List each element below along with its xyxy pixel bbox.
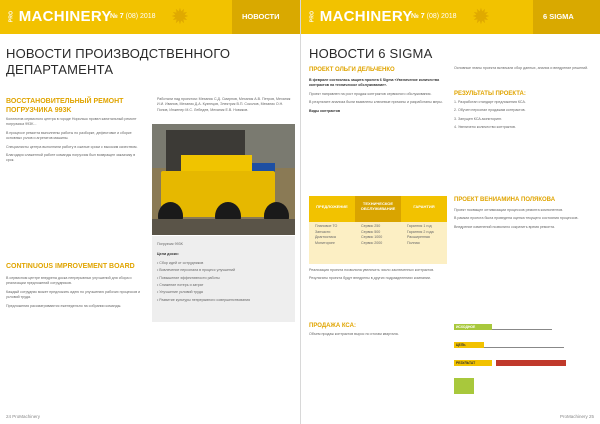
ci-para-2: Каждый сотрудник может предложить идею по улучшению рабочих процессов и условий труда.	[6, 289, 141, 300]
subhead-results: РЕЗУЛЬТАТЫ ПРОЕКТА:	[454, 91, 526, 97]
list-item: • Развитие культуры непрерывного совершенствования	[157, 297, 251, 302]
project-1-text	[309, 78, 447, 188]
magazine-logo	[6, 8, 112, 25]
subhead-ci-board: CONTINUOUS IMPROVEMENT BOARD	[6, 263, 135, 270]
diagram-box-goal: ЦЕЛЬ	[454, 342, 484, 348]
issue-number	[411, 13, 457, 20]
list-item: • Повышение эффективности работы	[157, 275, 220, 280]
logo-prefix: PRO	[309, 10, 316, 23]
subhead-sales: ПРОДАЖА КСА:	[309, 323, 356, 329]
table-cell: Полная	[407, 240, 420, 245]
photo-names-caption: Работали над проектом: Механик С.Д. Смирнов, Механик А.В. Петров, Механик И.И. Иванов, Механик Д.А. Кузнецов, Электрик В.П. Соколов, Механик О.Н. Попов, Инженер М.С. Лебедев, Механик Е.В. Новиков.	[157, 97, 291, 112]
section-label: 6 SIGMA	[533, 0, 600, 34]
list-item-text: Сбор идей от сотрудников	[159, 260, 204, 265]
diagram-bar	[496, 360, 566, 366]
diagram-connector	[492, 329, 552, 330]
list-box	[152, 236, 295, 322]
project-2-para-3: Внедрение изменений позволило сократить время ремонта.	[454, 224, 555, 229]
ci-para-3: Предложения рассматриваются еженедельно на собрании команды.	[6, 303, 122, 308]
project-1-stages: Основные этапы проекта включали сбор данных, анализ и внедрение решений.	[454, 66, 589, 70]
repair-intro: Коллектив сервисного центра в городе Норильск провел капитальный ремонт погрузчика 993K...	[6, 117, 137, 127]
table-header-2: ТЕХНИЧЕСКОЕ ОБСЛУЖИВАНИЕ	[355, 196, 401, 222]
table-cell: Расширенная	[407, 235, 430, 240]
logo-text: MACHINERY	[319, 8, 413, 25]
result-item: 1. Разработан стандарт предложения КСА.	[454, 100, 526, 104]
subhead-repair-line-1: ВОССТАНОВИТЕЛЬНЫЙ РЕМОНТ	[6, 98, 124, 105]
project-2-para-2: В рамках проекта была проведена оценка текущего состояния процессов.	[454, 216, 579, 221]
diagram-box-result: РЕЗУЛЬТАТ	[454, 360, 492, 366]
list-item: • Вовлечение персонала в процесс улучшений	[157, 268, 236, 273]
process-diagram	[454, 320, 594, 412]
table-column-1	[315, 224, 353, 246]
project-1-para-1: Проект направлен на рост продаж контрактов сервисного обслуживания.	[309, 91, 432, 96]
table-cell: Сервис 2000	[361, 240, 383, 245]
right-page	[300, 0, 600, 424]
sales-para: Объем продаж контрактов вырос по итогам квартала.	[309, 332, 399, 336]
list-item-text: Вовлечение персонала в процесс улучшений	[159, 268, 236, 273]
list-box-content	[157, 242, 290, 305]
sun-decoration-icon: ✹	[471, 4, 491, 29]
table-cell: Сервис 1000	[361, 235, 383, 240]
ci-para-1: В сервисном центре внедрена доска непрерывных улучшений для сбора и реализации предложений сотрудников.	[6, 276, 132, 286]
list-intro: Цели доски:	[157, 252, 179, 257]
result-item: 4. Увеличено количество контрактов.	[454, 125, 516, 130]
repair-para-3: Благодаря слаженной работе команды погрузчик был возвращен заказчику в срок.	[6, 153, 136, 163]
logo-text: MACHINERY	[18, 8, 112, 25]
table-header-1: ПРЕДЛОЖЕНИЕ	[309, 196, 355, 222]
project-1-para-3: Реализация проекта позволила увеличить число заключенных контрактов.	[309, 268, 435, 272]
issue-label: № 7	[110, 13, 124, 20]
result-item: 2. Обучен персонал продажам контрактов.	[454, 108, 526, 113]
issue-number	[110, 13, 156, 20]
table-cell: Сервис 250	[361, 224, 381, 228]
photo-team	[152, 219, 295, 235]
title-line-1: НОВОСТИ ПРОИЗВОДСТВЕННОГО	[6, 46, 231, 61]
sales-text	[309, 332, 447, 402]
list-item: • Сбор идей от сотрудников	[157, 260, 204, 265]
subhead-repair-line-2: ПОГРУЗЧИКА 993K	[6, 107, 72, 114]
loader-photo	[152, 124, 295, 235]
project-1-outcome	[309, 268, 447, 328]
magazine-logo	[307, 8, 413, 25]
right-footer: ProMachinery 25	[559, 414, 594, 419]
right-header	[301, 0, 600, 34]
left-header	[0, 0, 300, 34]
table-cell: Запчасти	[315, 229, 331, 234]
table-cell: Диагностика	[315, 235, 336, 240]
repair-para-1: В процессе ремонта выполнены работы по разборке, дефектовке и сборке основных узлов и агрегатов машины.	[6, 130, 132, 141]
project-1-para-4: Результаты проекта будут внедрены в других подразделениях компании.	[309, 276, 431, 281]
subhead-project-1: ПРОЕКТ ОЛЬГИ ДЕЛЬЧЕНКО	[309, 67, 395, 73]
issue-label: № 7	[411, 13, 425, 20]
table-cell: Сервис 500	[361, 229, 381, 234]
section-label: НОВОСТИ	[232, 0, 300, 34]
list-item-text: Улучшение условий труда	[159, 290, 203, 295]
table-cell: Плановое ТО	[315, 224, 338, 228]
results-list	[454, 100, 594, 195]
table-column-3	[407, 224, 445, 246]
table-cell: Гарантия 1 год	[407, 224, 432, 228]
project-2-text	[454, 208, 594, 318]
contracts-table	[309, 196, 447, 264]
left-footer: 24 ProMachinery	[6, 414, 41, 419]
result-item: 3. Запущен КСА-мониторинг.	[454, 116, 502, 121]
page-title: НОВОСТИ 6 SIGMA	[309, 46, 433, 61]
issue-year: (08) 2018	[125, 13, 156, 20]
title-line-2: ДЕПАРТАМЕНТА	[6, 62, 114, 77]
list-item-text: Развитие культуры непрерывного совершенствования	[159, 297, 251, 302]
project-1-intro: В феврале состоялась защита проекта 6 Sigma «Увеличение количества контрактов на техническое обслуживание».	[309, 78, 440, 88]
table-cell: Мониторинг	[315, 240, 335, 245]
diagram-block	[454, 378, 474, 394]
table-title: Виды контрактов	[309, 108, 341, 113]
issue-year: (08) 2018	[426, 13, 457, 20]
table-cell: Гарантия 2 года	[407, 229, 434, 234]
diagram-box-initial: ИСХОДНОЕ	[454, 324, 492, 330]
table-header-3: ГАРАНТИЯ	[401, 196, 447, 222]
ci-board-text	[6, 276, 144, 406]
project-1-para-2: В результате анализа были выявлены ключевые причины и разработаны меры.	[309, 100, 443, 105]
list-item-text: Снижение потерь и затрат	[159, 283, 204, 288]
project-2-para-1: Проект посвящен оптимизации процессов ремонта компонентов.	[454, 208, 564, 212]
table-column-2	[361, 224, 399, 246]
repair-para-2: Специалисты центра выполнили работу в сжатые сроки с высоким качеством.	[6, 144, 138, 149]
photo-caption: Погрузчик 993K	[157, 242, 184, 246]
subhead-project-2: ПРОЕКТ ВЕНИАМИНА ПОЛЯКОВА	[454, 197, 556, 203]
sun-decoration-icon: ✹	[170, 4, 190, 29]
subhead-repair	[6, 97, 136, 115]
page-title	[6, 46, 286, 78]
list-item-text: Повышение эффективности работы	[159, 275, 220, 280]
list-item: • Снижение потерь и затрат	[157, 283, 204, 288]
diagram-connector	[484, 347, 564, 348]
list-item: • Улучшение условий труда	[157, 290, 203, 295]
repair-text	[6, 117, 144, 212]
logo-prefix: PRO	[8, 10, 15, 23]
